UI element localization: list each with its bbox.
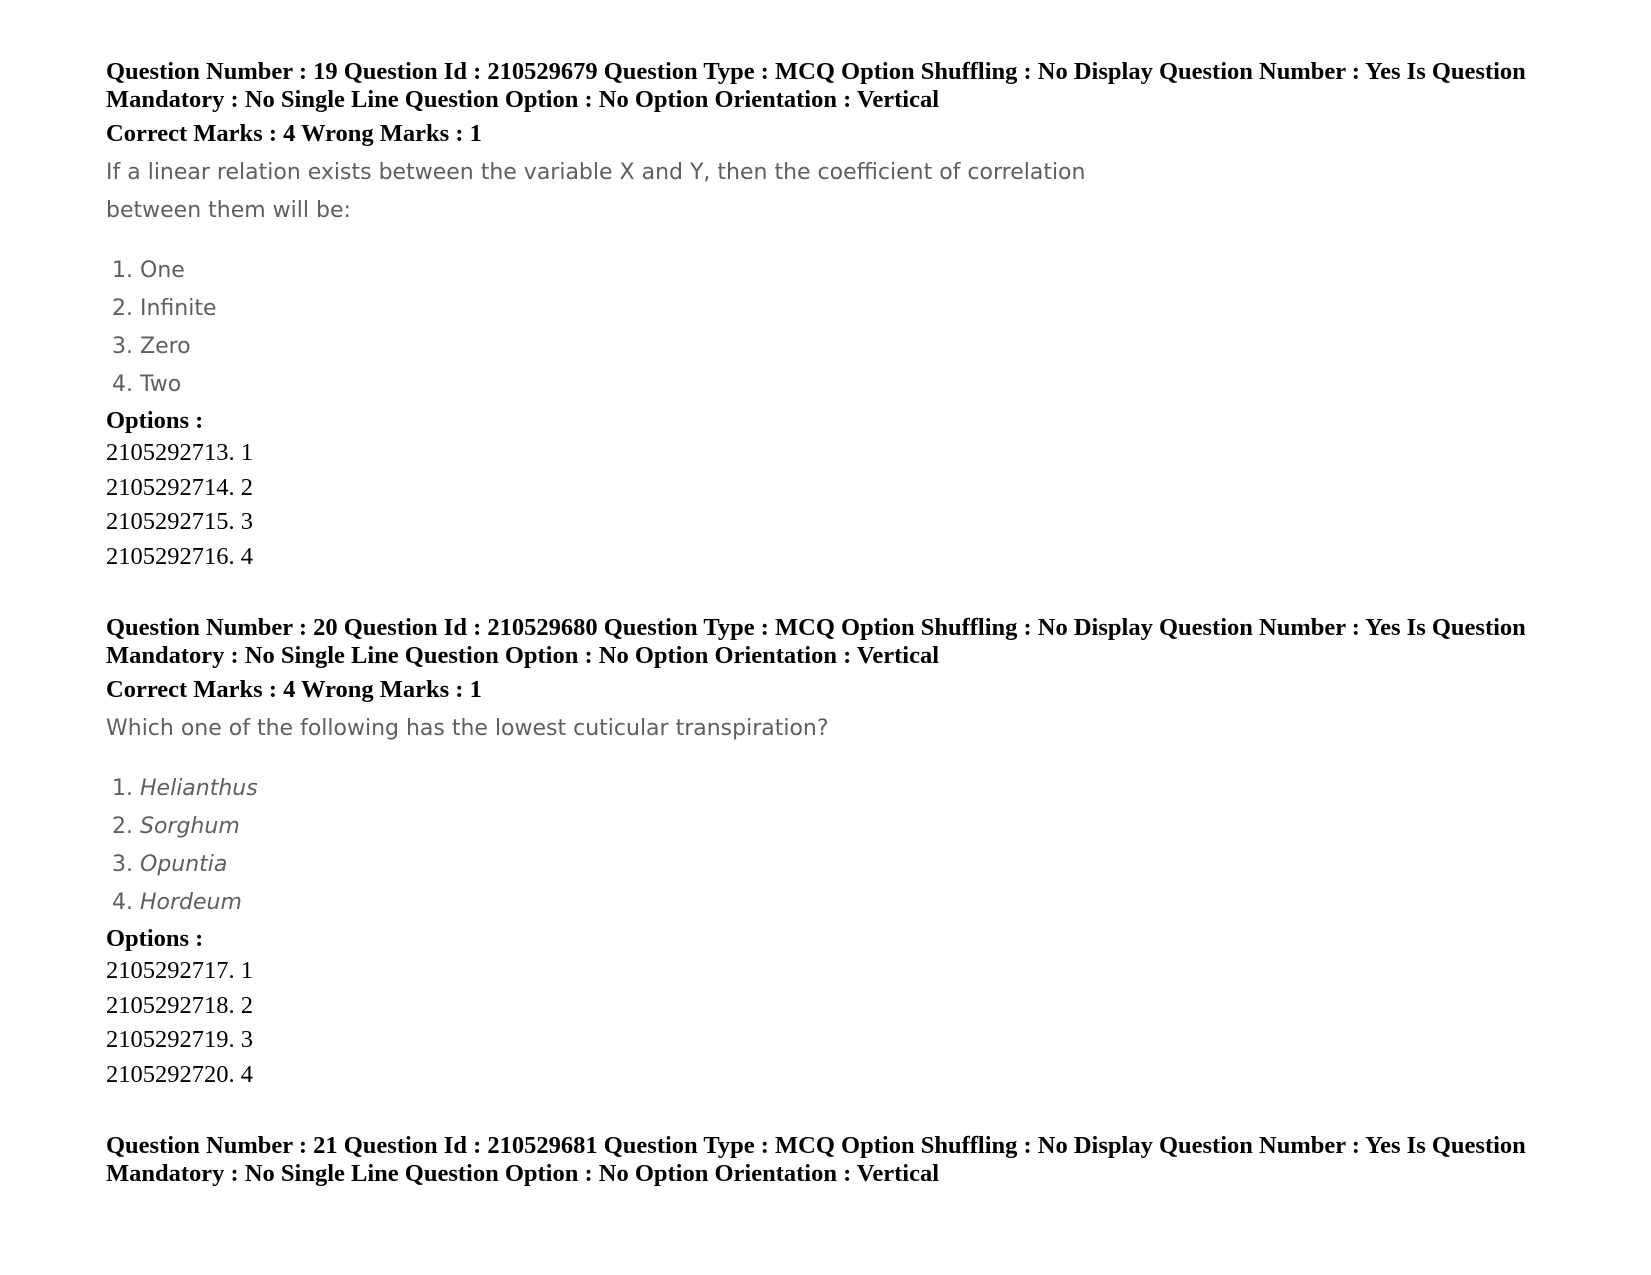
choice-number: 3.: [112, 334, 133, 359]
option-id: 2105292718. 2: [106, 991, 253, 1019]
question-meta-line-2: Mandatory : No Single Line Question Option : No Option Orientation : Vertical: [106, 642, 940, 669]
question-block-21: [106, 1132, 1586, 1188]
question-choices: [112, 252, 1586, 404]
question-meta-line-1: Question Number : 19 Question Id : 210529679 Question Type : MCQ Option Shuffling : No Display Question Number : Yes Is Question: [106, 58, 1526, 85]
choice-text: Hordeum: [140, 890, 242, 915]
question-marks: Correct Marks : 4 Wrong Marks : 1: [106, 120, 482, 147]
exam-page: [106, 58, 1586, 1228]
question-meta-line-1: Question Number : 20 Question Id : 210529680 Question Type : MCQ Option Shuffling : No Display Question Number : Yes Is Question: [106, 614, 1526, 641]
choice-item: [112, 884, 1586, 922]
question-marks: Correct Marks : 4 Wrong Marks : 1: [106, 676, 482, 703]
choice-item: [112, 290, 1586, 328]
choice-number: 3.: [112, 852, 133, 877]
question-meta: [106, 1132, 1586, 1188]
choice-item: [112, 366, 1586, 404]
options-list: [106, 954, 1586, 1092]
question-meta-line-2: Mandatory : No Single Line Question Option : No Option Orientation : Vertical: [106, 1160, 940, 1187]
option-id: 2105292719. 3: [106, 1026, 253, 1053]
question-meta-line-1: Question Number : 21 Question Id : 210529681 Question Type : MCQ Option Shuffling : No Display Question Number : Yes Is Question: [106, 1132, 1526, 1159]
options-heading: Options :: [106, 925, 204, 952]
options-list: [106, 436, 1586, 574]
option-id: 2105292720. 4: [106, 1060, 253, 1088]
choice-text: Two: [140, 372, 182, 397]
question-meta-line-2: Mandatory : No Single Line Question Option : No Option Orientation : Vertical: [106, 86, 940, 113]
choice-number: 1.: [112, 258, 133, 283]
choice-item: [112, 808, 1586, 846]
option-id: 2105292716. 4: [106, 542, 253, 570]
choice-number: 1.: [112, 776, 133, 801]
choice-text: Zero: [140, 334, 191, 359]
choice-number: 4.: [112, 890, 133, 915]
question-text: Which one of the following has the lowest cuticular transpiration?: [106, 716, 829, 741]
choice-item: [112, 846, 1586, 884]
choice-item: [112, 770, 1586, 808]
choice-text: One: [140, 258, 185, 283]
option-id: 2105292714. 2: [106, 473, 253, 501]
question-block-20: [106, 614, 1586, 1092]
choice-number: 4.: [112, 372, 133, 397]
choice-text: Helianthus: [140, 776, 258, 801]
question-meta: [106, 58, 1586, 114]
choice-text: Opuntia: [140, 852, 228, 877]
choice-item: [112, 252, 1586, 290]
choice-text: Sorghum: [140, 814, 240, 839]
option-id: 2105292717. 1: [106, 957, 253, 984]
option-id: 2105292715. 3: [106, 508, 253, 535]
choice-number: 2.: [112, 296, 133, 321]
choice-text: Infinite: [140, 296, 217, 321]
options-heading: Options :: [106, 407, 204, 434]
choice-item: [112, 328, 1586, 366]
question-meta: [106, 614, 1586, 670]
option-id: 2105292713. 1: [106, 439, 253, 466]
question-choices: [112, 770, 1586, 922]
question-block-19: [106, 58, 1586, 574]
question-text: If a linear relation exists between the variable X and Y, then the coefficient of correlation between them will be:: [106, 160, 1086, 223]
choice-number: 2.: [112, 814, 133, 839]
